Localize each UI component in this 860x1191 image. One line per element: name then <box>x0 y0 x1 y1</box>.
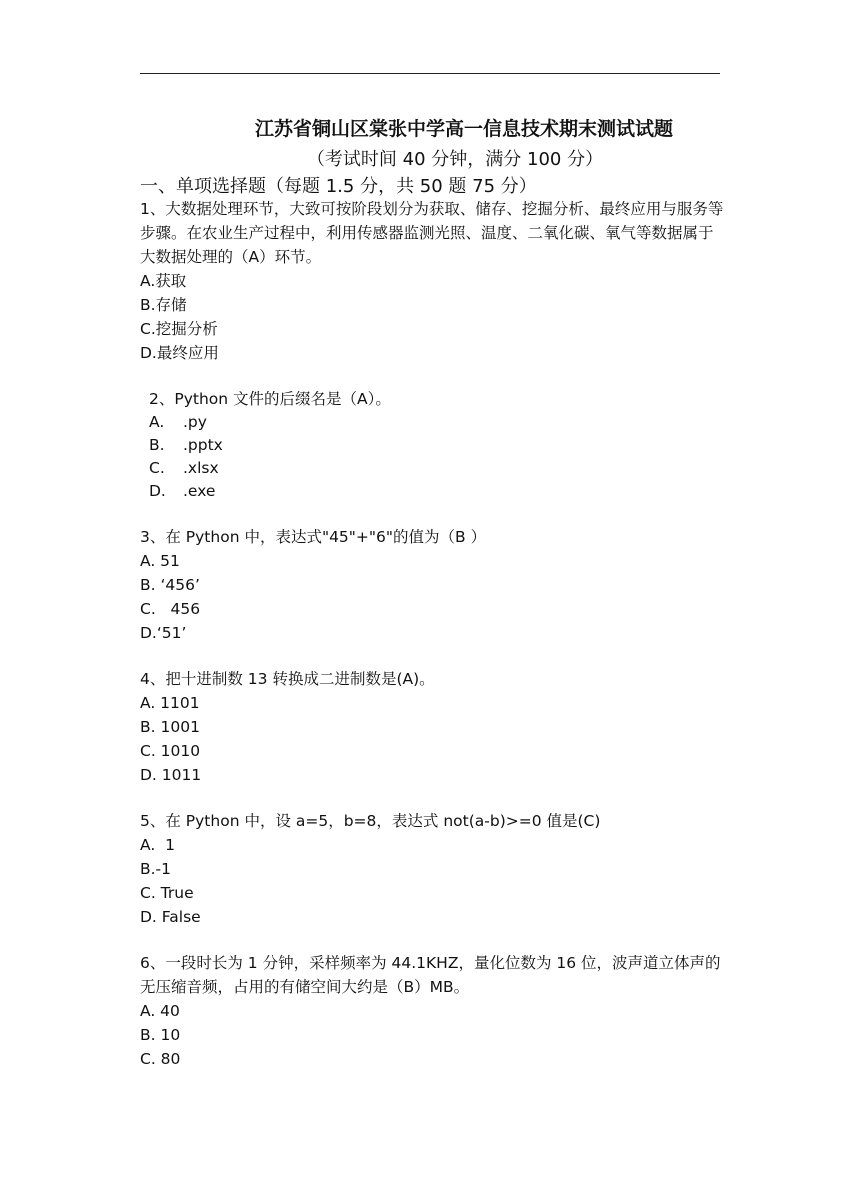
option: A. 51 <box>140 552 180 570</box>
option-value: .exe <box>183 482 216 500</box>
question-text: 3、在 Python 中，表达式"45"+"6"的值为（B ） <box>140 528 487 546</box>
question-list <box>140 197 725 1071</box>
option: D.最终应用 <box>140 344 219 362</box>
option: A. 40 <box>140 1002 180 1020</box>
option: D. False <box>140 908 201 926</box>
option-letter: A. <box>149 413 165 431</box>
option: D. 1011 <box>140 766 202 784</box>
question-4 <box>140 667 725 787</box>
option <box>149 434 725 457</box>
section-heading: 一、单项选择题（每题 1.5 分，共 50 题 75 分） <box>140 176 537 197</box>
option: C. 1010 <box>140 742 201 760</box>
question-text: 4、把十进制数 13 转换成二进制数是(A)。 <box>140 670 435 688</box>
question-text: 6、一段时长为 1 分钟，采样频率为 44.1KHZ，量化位数为 16 位，波声道立体声的无压缩音频，占用的有储空间大约是（B）MB。 <box>140 954 721 996</box>
option: A. 1101 <box>140 694 200 712</box>
option: C. True <box>140 884 194 902</box>
option: C.挖掘分析 <box>140 320 218 338</box>
option: B.存储 <box>140 296 187 314</box>
question-3 <box>140 525 725 645</box>
option-letter: C. <box>149 459 165 477</box>
option: B. 10 <box>140 1026 181 1044</box>
exam-subtitle: （考试时间 40 分钟，满分 100 分） <box>306 149 604 170</box>
option: A. 1 <box>140 836 175 854</box>
option <box>149 457 725 480</box>
option: C. 80 <box>140 1050 181 1068</box>
option: C. 456 <box>140 600 201 618</box>
question-text: 5、在 Python 中，设 a=5，b=8，表达式 not(a-b)>=0 值是(C) <box>140 812 601 830</box>
option-letter: B. <box>149 436 165 454</box>
question-5 <box>140 809 725 929</box>
option-value: .pptx <box>183 436 223 454</box>
question-2 <box>140 387 725 503</box>
question-text: 2、Python 文件的后缀名是（A）。 <box>149 390 391 408</box>
option: D.‘51’ <box>140 624 187 642</box>
option: A.获取 <box>140 272 187 290</box>
option <box>149 480 725 503</box>
question-6 <box>140 951 725 1071</box>
header-rule <box>140 73 720 74</box>
option-letter: D. <box>149 482 166 500</box>
question-1 <box>140 197 725 365</box>
option <box>149 411 725 434</box>
option-value: .xlsx <box>183 459 219 477</box>
option: B.-1 <box>140 860 172 878</box>
option: B. ‘456’ <box>140 576 200 594</box>
option-value: .py <box>183 413 207 431</box>
option: B. 1001 <box>140 718 200 736</box>
question-text: 1、大数据处理环节，大致可按阶段划分为获取、储存、挖掘分析、最终应用与服务等步骤。在农业生产过程中，利用传感器监测光照、温度、二氧化碳、氧气等数据属于大数据处理的（A）环节。 <box>140 200 724 266</box>
page-title: 江苏省铜山区棠张中学高一信息技术期末测试试题 <box>254 118 673 140</box>
